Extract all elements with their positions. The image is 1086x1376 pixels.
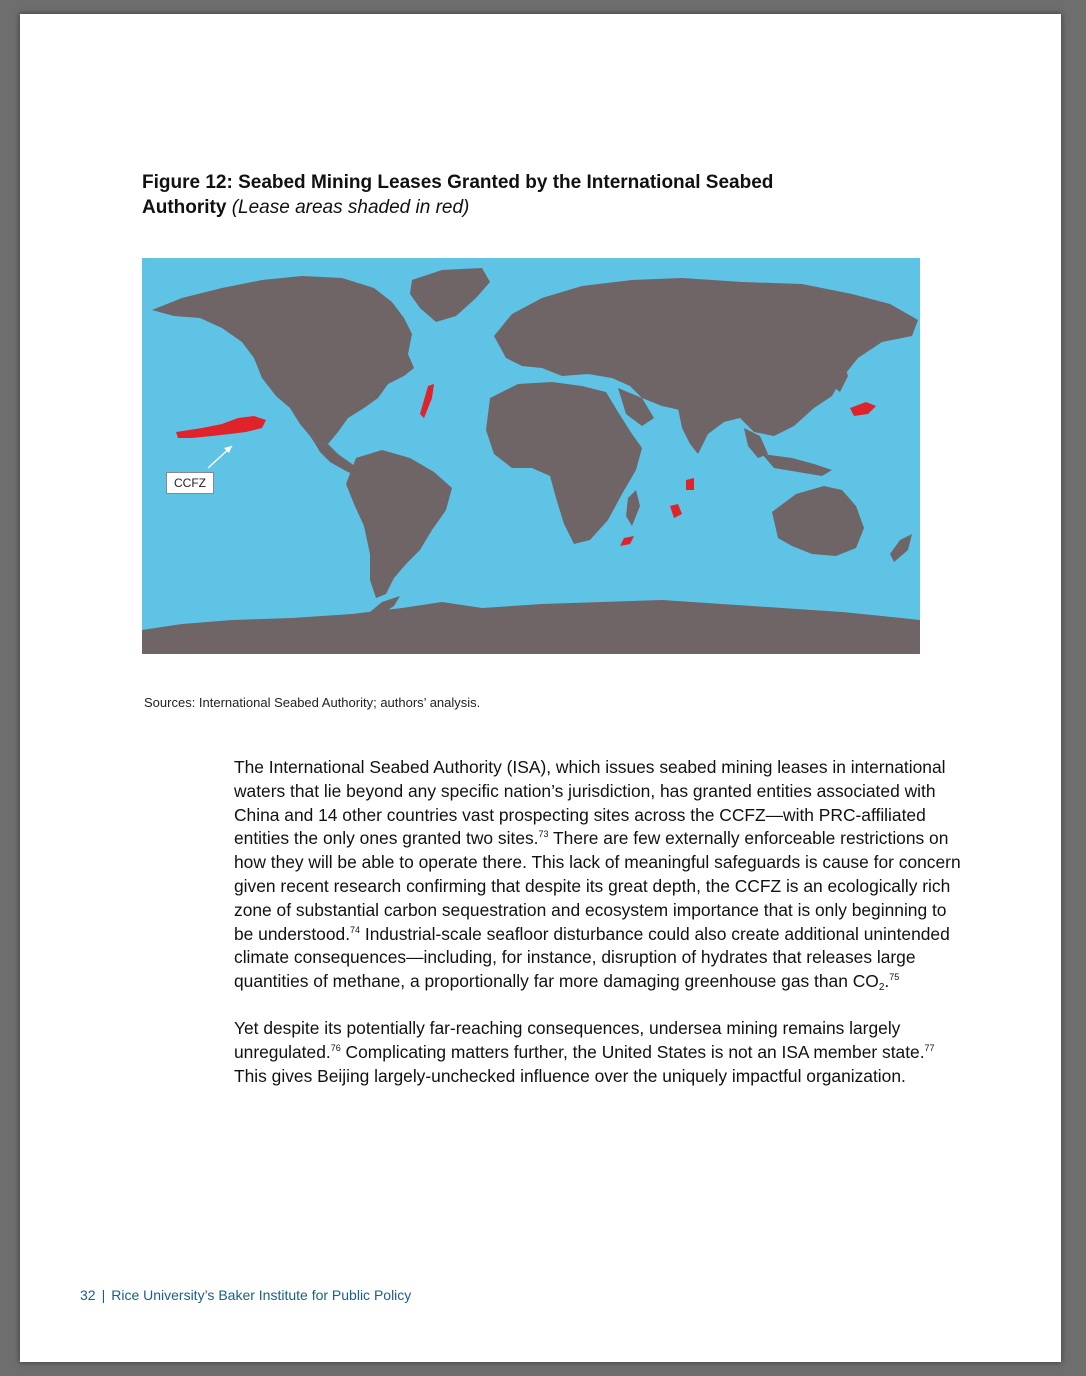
figure-sources: Sources: International Seabed Authority; authors’ analysis. <box>144 695 481 710</box>
footnote-73: 73 <box>538 829 549 840</box>
figure-title-main: Figure 12: Seabed Mining Leases Granted by the International Seabed Authority <box>142 172 774 218</box>
footer-separator: | <box>101 1287 106 1303</box>
paragraph-1-text-c: Industrial-scale seafloor disturbance could also create additional unintended climate consequences—including, for instance, disruption of hydrates that releases large quantities of methane, a proportionally far more damaging greenhouse gas than CO <box>234 923 950 992</box>
paragraph-1 <box>234 756 964 994</box>
paragraph-2 <box>234 1017 964 1088</box>
world-map <box>142 258 920 654</box>
figure-title <box>142 170 842 220</box>
world-map-graphic <box>142 258 920 654</box>
paragraph-1-text-b: There are few externally enforceable restrictions on how they will be able to operate there. This lack of meaningful safeguards is cause for concern given recent research confirming that despite its great depth, the CCFZ is an ecologically rich zone of substantial carbon sequestration and ecosystem importance that is only beginning to be understood. <box>234 828 961 944</box>
paragraph-1-text-d: . <box>884 971 890 992</box>
page-footer <box>80 1287 411 1303</box>
footnote-75: 75 <box>889 972 900 983</box>
ccfz-label: CCFZ <box>166 472 214 494</box>
footnote-74: 74 <box>350 924 361 935</box>
page-number: 32 <box>80 1287 96 1303</box>
paragraph-2-text-a: Yet despite its potentially far-reaching consequences, undersea mining remains largely unregulated. <box>234 1017 901 1062</box>
co2-subscript: 2 <box>878 982 885 994</box>
body-text <box>234 756 964 1111</box>
footnote-77: 77 <box>924 1042 935 1053</box>
paragraph-1-text-a: The International Seabed Authority (ISA), which issues seabed mining leases in international waters that lie beyond any specific nation’s jurisdiction, has granted entities associated with China and 14 other countries vast prospecting sites across the CCFZ—with PRC-affiliated entities the only ones granted two sites. <box>234 757 946 849</box>
lease-area-indian-ocean-1 <box>686 478 694 490</box>
figure-subtitle: (Lease areas shaded in red) <box>231 197 470 218</box>
paragraph-2-text-b: Complicating matters further, the United States is not an ISA member state. <box>340 1041 925 1062</box>
paragraph-2-text-c: This gives Beijing largely-unchecked influence over the uniquely impactful organization. <box>234 1065 906 1086</box>
footnote-76: 76 <box>330 1042 341 1053</box>
document-page <box>20 14 1061 1362</box>
publisher-name: Rice University’s Baker Institute for Public Policy <box>111 1287 412 1303</box>
